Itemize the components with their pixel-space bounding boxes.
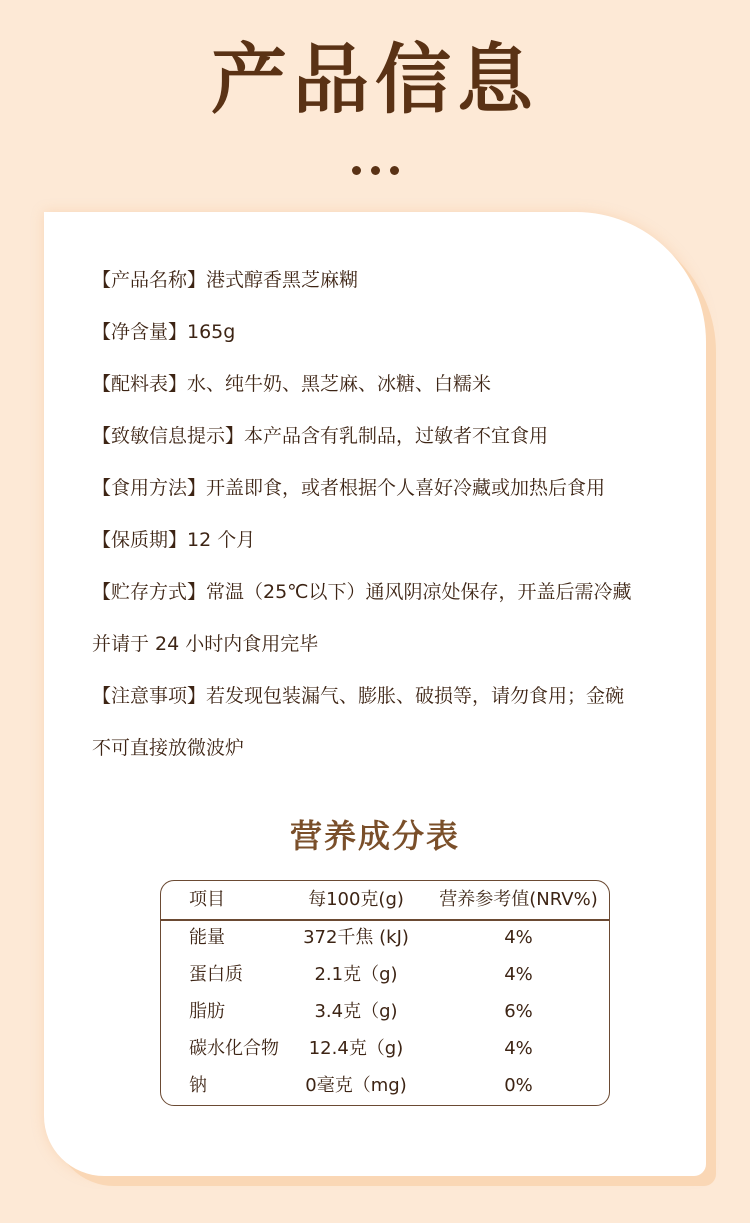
nutrition-title: 营养成分表 [289, 817, 460, 855]
row-fat-name: 脂肪 [189, 1001, 225, 1022]
info-notice: 【注意事项】若发现包装漏气、膨胀、破损等，请勿食用；金碗 [92, 685, 625, 707]
info-notice-cont: 不可直接放微波炉 [92, 737, 245, 759]
header-per100g: 每100克(g) [308, 889, 404, 910]
row-protein-nrv: 4% [504, 964, 533, 985]
row-protein-value: 2.1克（g) [314, 964, 398, 985]
header-item: 项目 [189, 889, 225, 910]
row-carbs-value: 12.4克（g) [308, 1038, 404, 1059]
info-shelf-life: 【保质期】12 个月 [92, 529, 256, 551]
title-dots [0, 166, 750, 175]
dot-icon [352, 166, 361, 175]
row-sodium-nrv: 0% [504, 1075, 533, 1096]
dot-icon [390, 166, 399, 175]
table-header-divider [161, 919, 609, 921]
row-sodium-name: 钠 [189, 1075, 207, 1096]
header-nrv: 营养参考值(NRV%) [439, 889, 598, 910]
dot-icon [371, 166, 380, 175]
nutrition-table [160, 880, 610, 1106]
row-sodium-value: 0毫克（mg) [305, 1075, 407, 1096]
info-usage: 【食用方法】开盖即食，或者根据个人喜好冷藏或加热后食用 [92, 477, 606, 499]
row-energy-name: 能量 [189, 927, 225, 948]
row-energy-nrv: 4% [504, 927, 533, 948]
page-title: 产品信息 [211, 35, 539, 124]
info-storage-cont: 并请于 24 小时内食用完毕 [92, 633, 319, 655]
info-allergen: 【致敏信息提示】本产品含有乳制品，过敏者不宜食用 [92, 425, 549, 447]
info-storage: 【贮存方式】常温（25℃以下）通风阴凉处保存，开盖后需冷藏 [92, 581, 632, 603]
row-carbs-nrv: 4% [504, 1038, 533, 1059]
row-fat-nrv: 6% [504, 1001, 533, 1022]
info-ingredients: 【配料表】水、纯牛奶、黑芝麻、冰糖、白糯米 [92, 373, 492, 395]
row-protein-name: 蛋白质 [189, 964, 243, 985]
row-carbs-name: 碳水化合物 [189, 1038, 279, 1059]
info-product-name: 【产品名称】港式醇香黑芝麻糊 [92, 269, 359, 291]
info-net-content: 【净含量】165g [92, 321, 236, 343]
row-fat-value: 3.4克（g) [314, 1001, 398, 1022]
row-energy-value: 372千焦 (kJ) [303, 927, 409, 948]
